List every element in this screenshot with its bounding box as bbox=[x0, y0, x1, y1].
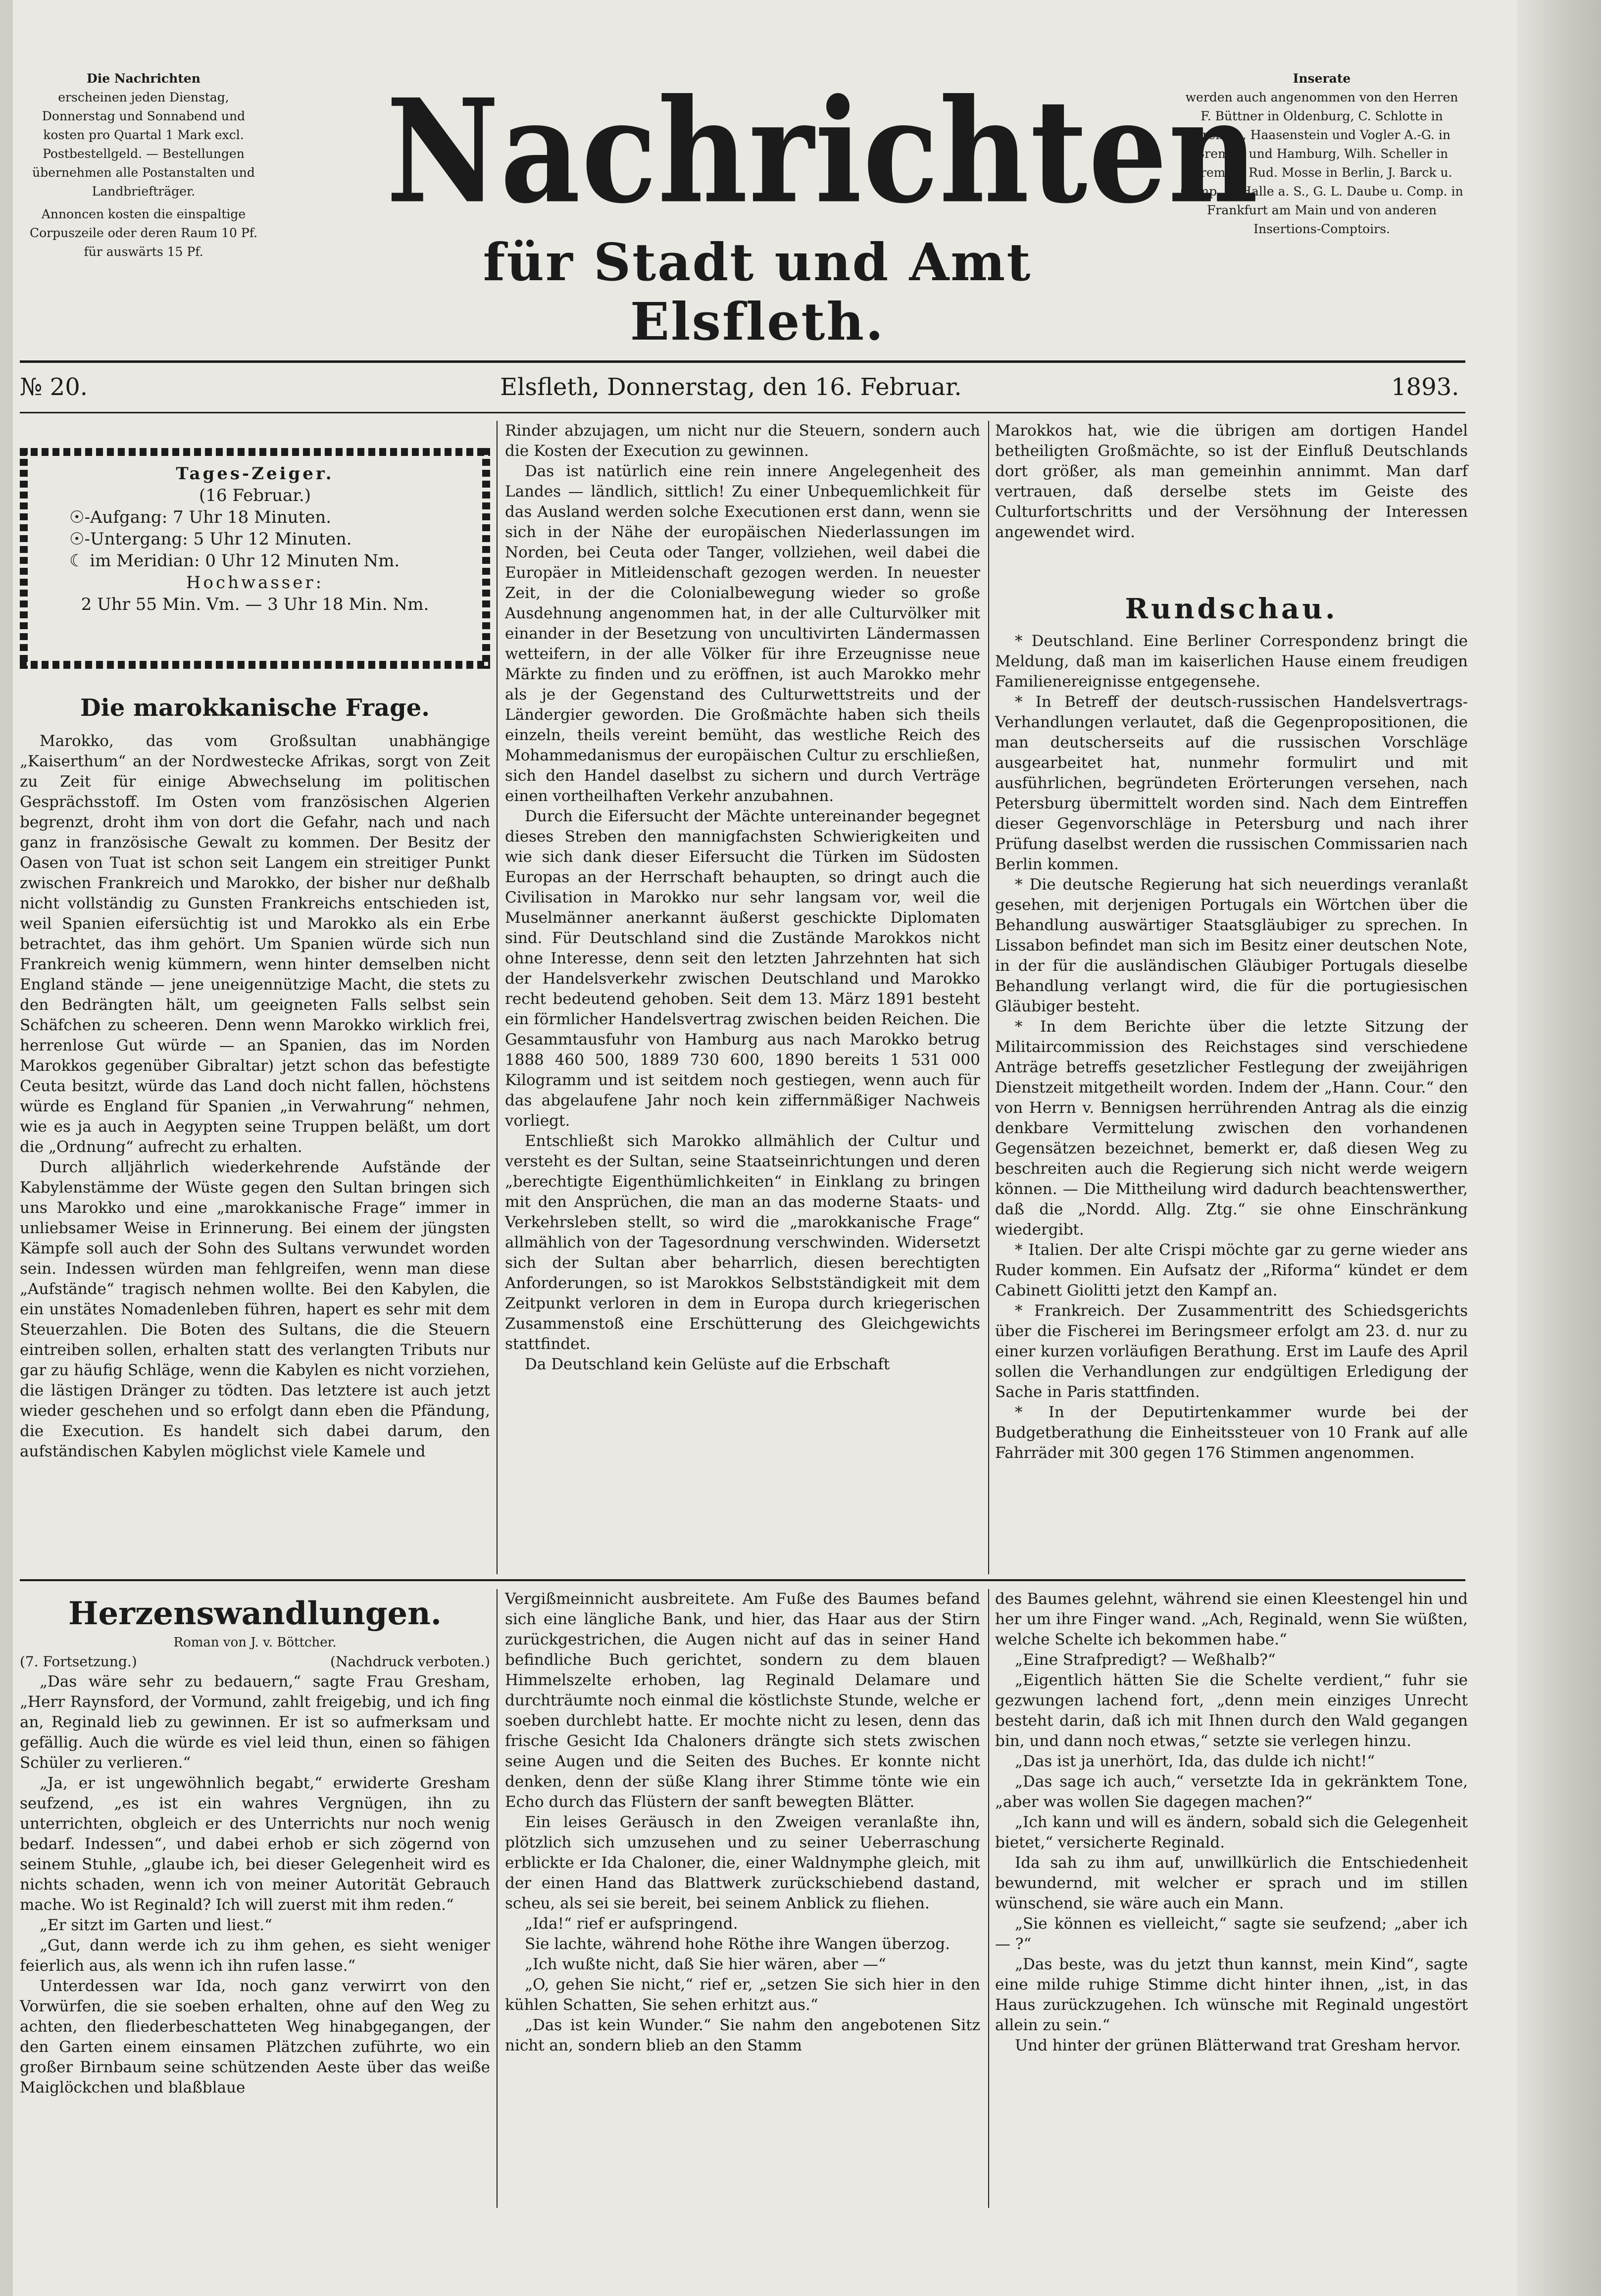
novel-paragraph: „Eigentlich hätten Sie die Schelte verdient,“ fuhr sie gezwungen lachend fort, „denn mein einziges Unrecht besteht darin, daß ich mit Ihnen durch den Wald gegangen bin, und dann noch etwas,“ setzte sie verlegen hinzu. bbox=[995, 1671, 1468, 1750]
issue-year: 1893. bbox=[1391, 373, 1459, 401]
novel-paragraph: „Ida!“ rief er aufspringend. bbox=[525, 1915, 738, 1933]
tageszeiger-box bbox=[35, 463, 475, 615]
article-marokko-col2 bbox=[505, 421, 980, 1375]
tageszeiger-title: Tages-Zeiger. bbox=[176, 464, 334, 484]
novel-installment: (7. Fortsetzung.) bbox=[20, 1653, 137, 1670]
moon-meridian-time: ☾ im Meridian: 0 Uhr 12 Minuten Nm. bbox=[69, 551, 400, 571]
subscription-notice-body: erscheinen jeden Dienstag, Donnerstag und Sonnabend und kosten pro Quartal 1 Mark excl. Postbestellgeld. — Bestellungen übernehmen alle Postanstalten und Landbriefträger. bbox=[32, 90, 255, 199]
newspaper-title: Nachrichten bbox=[386, 67, 1259, 235]
article-marokko-col3 bbox=[995, 421, 1468, 543]
article-paragraph: Entschließt sich Marokko allmählich der Cultur und versteht es der Sultan, seine Staatseinrichtungen und deren „berechtigte Eigenthümlichkeiten“ in Einklang zu bringen mit den Ansprüchen, die man an das moderne Staats- und Verkehrsleben stellt, so wird die „marokkanische Frage“ allmählich von der Tagesordnung verschwinden. Widersetzt sich der Sultan aber beharrlich, diesen berechtigten Anforderungen, so ist Marokkos Selbstständigkeit mit dem Zeitpunkt verloren in dem in Europa durch kriegerischen Zusammenstoß eine Erschütterung des Gleichgewichts stattfindet. bbox=[505, 1132, 980, 1353]
novel-col3 bbox=[995, 1589, 1468, 2056]
issue-place-date: Elsfleth, Donnerstag, den 16. Februar. bbox=[500, 373, 962, 401]
inserate-notice-body: werden auch angenommen von den Herren F. Büttner in Oldenburg, C. Schlotte in Bremen, Haasenstein und Vogler A.-G. in Bremen und Hamburg, Wilh. Scheller in Bremen, Rud. Mosse in Berlin, J. Barck u. Comp. in Halle a. S., G. L. Daube u. Comp. in Frankfurt am Main und von anderen Insertions-Comptoirs. bbox=[1180, 90, 1463, 236]
novel-paragraph: „Das wäre sehr zu bedauern,“ sagte Frau Gresham, „Herr Raynsford, der Vormund, zahlt freigebig, und ich fing an, Reginald lieb zu gewinnen. Er ist so aufmerksam und gefällig. Auch die würde es viel leid thun, einen so fähigen Schüler zu verlieren.“ bbox=[20, 1673, 490, 1772]
novel-paragraph: Vergißmeinnicht ausbreitete. Am Fuße des Baumes befand sich eine längliche Bank, und hier, das Haar aus der Stirn zurückgestrichen, die Augen nicht auf das in seiner Hand befindliche Buch gerichtet, sondern zu dem blauen Himmelszelte erhoben, lag Reginald Delamare und durchträumte noch einmal die köstlichste Stunde, welche er soeben durchlebt hatte. Er mochte nicht zu lesen, denn das frische Gesicht Ida Chaloners drängte sich stets zwischen seine Augen und die Seiten des Buches. Er konnte nicht denken, denn der süße Klang ihrer Stimme tönte wie ein Echo durch das Flüstern der sanft bewegten Blätter. bbox=[505, 1590, 980, 1811]
tageszeiger-border-left bbox=[20, 448, 28, 669]
news-item: * In der Deputirtenkammer wurde bei der Budgetberathung die Einheitssteuer von 10 Frank auf alle Fahrräder mit 300 gegen 176 Stimmen angenommen. bbox=[995, 1403, 1468, 1462]
masthead-rule bbox=[20, 360, 1465, 363]
novel-reprint-notice: (Nachdruck verboten.) bbox=[330, 1653, 490, 1670]
article-paragraph: Marokkos hat, wie die übrigen am dortigen Handel betheiligten Großmächte, so ist der Einfluß Deutschlands dort größer, als man gemeinhin annimmt. Man darf vertrauen, daß derselbe stets im Geiste des Culturfortschritts und der Versöhnung der Interessen angewendet wird. bbox=[995, 422, 1468, 541]
novel-paragraph: des Baumes gelehnt, während sie einen Kleestengel hin und her um ihre Finger wand. „Ach, Reginald, wenn Sie wüßten, welche Schelte ich bekommen habe.“ bbox=[995, 1590, 1468, 1648]
article-marokko-title: Die marokkanische Frage. bbox=[80, 694, 430, 722]
novel-paragraph: Unterdessen war Ida, noch ganz verwirrt von den Vorwürfen, die sie soeben erhalten, ohne auf den Weg zu achten, den fliederbeschatteten Weg hinabgegangen, der den Garten einem einsamen Plätzchen zuführte, wo ein großer Birnbaum seine schützenden Aeste über das weiße Maiglöckchen und blaßblaue bbox=[20, 1977, 490, 2096]
subscription-notice-title: Die Nachrichten bbox=[87, 71, 200, 86]
inserate-notice bbox=[1178, 69, 1465, 239]
feuilleton-rule bbox=[20, 1579, 1465, 1581]
rundschau-section bbox=[995, 592, 1468, 1463]
tageszeiger-border-top bbox=[20, 448, 490, 456]
column-rule-2 bbox=[988, 421, 989, 1574]
column-rule-3 bbox=[497, 1589, 498, 2208]
news-item: * Italien. Der alte Crispi möchte gar zu gerne wieder ans Ruder kommen. Ein Aufsatz der „Riforma“ kündet er dem Cabinett Giolitti jetzt den Kampf an. bbox=[995, 1241, 1468, 1299]
sunset-time: ☉-Untergang: 5 Uhr 12 Minuten. bbox=[69, 529, 352, 549]
annoncen-price-notice: Annoncen kosten die einspaltige Corpuszeile oder deren Raum 10 Pf. für auswärts 15 Pf. bbox=[29, 207, 258, 259]
novel-paragraph: „Er sitzt im Garten und liest.“ bbox=[40, 1916, 273, 1934]
novel-meta bbox=[20, 1651, 490, 1672]
article-paragraph: Durch die Eifersucht der Mächte untereinander begegnet dieses Streben den mannigfachsten Schwierigkeiten und wie sich dank dieser Eifersucht die Türken im Südosten Europas an der Herrschaft behaupten, so dringt auch die Civilisation in Marokko nur sehr langsam vor, weil die Muselmänner anerkannt äußerst geschickte Diplomaten sind. Für Deutschland sind die Zustände Marokkos nicht ohne Interesse, denn seit den letzten Jahrzehnten hat sich der Handelsverkehr zwischen Deutschland und Marokko recht bedeutend gehoben. Seit dem 13. März 1891 besteht ein förmlicher Handelsvertrag zwischen beiden Reichen. Die Gesammtausfuhr von Hamburg aus nach Marokko betrug 1888 460 500, 1889 730 600, 1890 bereits 1 531 000 Kilogramm und ist seitdem noch gestiegen, wenn auch für das abgelaufene Jahr noch kein ziffernmäßiger Nachweis vorliegt. bbox=[505, 807, 980, 1130]
tide-times: 2 Uhr 55 Min. Vm. — 3 Uhr 18 Min. Nm. bbox=[81, 595, 429, 614]
news-item: * Deutschland. Eine Berliner Correspondenz bringt die Meldung, daß man im kaiserlichen Hause einem freudigen Familienereignisse entgegensehe. bbox=[995, 632, 1468, 691]
column-rule-4 bbox=[988, 1589, 989, 2208]
article-paragraph: Durch alljährlich wiederkehrende Aufstände der Kabylenstämme der Wüste gegen den Sultan bringen sich uns Marokko und eine „marokkanische Frage“ immer in unliebsamer Weise in Erinnerung. Bei einem der jüngsten Kämpfe soll auch der Sohn des Sultans verwundet worden sein. Indessen würden man fehlgreifen, wenn man diese „Aufstände“ tragisch nehmen wollte. Bei den Kabylen, die ein unstätes Nomadenleben führen, hapert es sehr mit dem Steuerzahlen. Die Boten des Sultans, die die Steuern eintreiben sollen, erhalten statt des verlangten Tributs nur gar zu häufig Schläge, wenn die Kabylen es nicht vorziehen, die lästigen Dränger zu tödten. Das letztere ist auch jetzt wieder geschehen und so erfolgt dann eben die Pfändung, die Execution. Es handelt sich dabei darum, den aufständischen Kabylen möglichst viele Kamele und bbox=[20, 1158, 490, 1460]
novel-paragraph: „Gut, dann werde ich zu ihm gehen, es sieht weniger feierlich aus, als wenn ich ihn rufen lasse.“ bbox=[20, 1937, 490, 1975]
article-paragraph: Da Deutschland kein Gelüste auf die Erbschaft bbox=[525, 1355, 890, 1373]
novel-title: Herzenswandlungen. bbox=[68, 1595, 442, 1632]
article-paragraph: Das ist natürlich eine rein innere Angelegenheit des Landes — ländlich, sittlich! Zu einer Unbequemlichkeit für das Ausland werden solche Executionen erst dann, wenn sie sich in der Nähe der europäischen Niederlassungen im Norden, bei Ceuta oder Tanger, vollziehen, weil dabei die Europäer in Mitleidenschaft gezogen werden. In neuester Zeit, in der die Colonialbewegung wieder so große Ausdehnung angenommen hat, in der alle Culturvölker mit einander in der Besetzung von uncultivirten Ländermassen wetteifern, in der alle Völker für ihre Erzeugnisse neue Märkte zu finden und zu eröffnen, ist auch Marokko mehr als je der Gegenstand des Culturwettstreits und der Ländergier geworden. Die Großmächte haben sich theils einzeln, theils vereint bemüht, das westliche Reich des Mohammedanismus der europäischen Cultur zu erschließen, sich den Handel daselbst zu sichern und durch Verträge einen vortheilhaften Verkehr anzubahnen. bbox=[505, 462, 980, 805]
subscription-notice bbox=[20, 69, 267, 261]
novel-paragraph: „O, gehen Sie nicht,“ rief er, „setzen Sie sich hier in den kühlen Schatten, Sie sehen erhitzt aus.“ bbox=[505, 1976, 980, 2014]
dateline-rule bbox=[20, 412, 1465, 413]
novel-paragraph: Und hinter der grünen Blätterwand trat Gresham hervor. bbox=[1015, 2037, 1461, 2054]
sunrise-time: ☉-Aufgang: 7 Uhr 18 Minuten. bbox=[69, 507, 332, 527]
novel-paragraph: „Das ist kein Wunder.“ Sie nahm den angebotenen Sitz nicht an, sondern blieb an den Stamm bbox=[505, 2016, 980, 2054]
novel-paragraph: „Ja, er ist ungewöhnlich begabt,“ erwiderte Gresham seufzend, „es ist ein wahres Vergnügen, ihn zu unterrichten, obgleich er des Unterrichts nur noch wenig bedarf. Indessen“, und dabei erhob er sich zögernd von seinem Stuhle, „glaube ich, bei dieser Gelegenheit wird es nichts schaden, wenn ich von meiner Autorität Gebrauch mache. Wo ist Reginald? Ich will zuerst mit ihm reden.“ bbox=[20, 1774, 490, 1914]
novel-paragraph: Ein leises Geräusch in den Zweigen veranlaßte ihn, plötzlich sich umzusehen und zu seiner Ueberraschung erblickte er Ida Chaloner, die, einer Waldnymphe gleich, mit der einen Hand das Blattwerk zurückschiebend dastand, scheu, als sei sie bereit, bei seinem Anblick zu fliehen. bbox=[505, 1813, 980, 1912]
tageszeiger-border-right bbox=[482, 448, 490, 669]
issue-number: № 20. bbox=[20, 373, 88, 401]
tageszeiger-date: (16 Februar.) bbox=[199, 486, 311, 505]
masthead bbox=[386, 67, 1259, 352]
column-rule-1 bbox=[497, 421, 498, 1574]
novel-byline: Roman von J. v. Böttcher. bbox=[173, 1635, 337, 1650]
novel-paragraph: „Sie können es vielleicht,“ sagte sie seufzend; „aber ich — ?“ bbox=[995, 1915, 1468, 1953]
novel-paragraph: „Ich wußte nicht, daß Sie hier wären, aber —“ bbox=[525, 1955, 886, 1973]
article-paragraph: Rinder abzujagen, um nicht nur die Steuern, sondern auch die Kosten der Execution zu gewinnen. bbox=[505, 422, 980, 460]
novel-paragraph: „Das beste, was du jetzt thun kannst, mein Kind“, sagte eine milde ruhige Stimme dicht hinter ihnen, „ist, in das Haus zurückzugehen. Ich wünsche mit Reginald ungestört allein zu sein.“ bbox=[995, 1955, 1468, 2034]
novel-paragraph: Ida sah zu ihm auf, unwillkürlich die Entschiedenheit bewundernd, mit welcher er sprach und im stillen wünschend, sie wäre auch ein Mann. bbox=[995, 1854, 1468, 1912]
newspaper-subtitle: für Stadt und Amt Elsfleth. bbox=[483, 232, 1032, 352]
novel-col2 bbox=[505, 1589, 980, 2056]
novel-paragraph: Sie lachte, während hohe Röthe ihre Wangen überzog. bbox=[525, 1935, 951, 1953]
novel-col1 bbox=[20, 1594, 490, 2098]
article-paragraph: Marokko, das vom Großsultan unabhängige „Kaiserthum“ an der Nordwestecke Afrikas, sorgt von Zeit zu Zeit für einige Abwechselung im politischen Gesprächsstoff. Im Osten vom französischen Algerien begrenzt, droht ihm von dort die Gefahr, nach und nach ganz in französische Gewalt zu kommen. Der Besitz der Oasen von Tuat ist schon seit Langem ein streitiger Punkt zwischen Frankreich und Marokko, der bisher nur deßhalb nicht vollständig zu Gunsten Frankreichs entschieden ist, weil Spanien eifersüchtig ist und Marokko als ein Erbe betrachtet, das ihm gehört. Um Spanien würde sich nun Frankreich wenig kümmern, wenn hinter demselben nicht England stände — jene uneigennützige Macht, die stets zu den Bedrängten hält, um geeigneten Falls selbst sein Schäfchen zu scheeren. Denn wenn Marokko wirklich frei, herrenlose Gut würde — an Spanien, das im Norden Marokkos gegenüber Gibraltar) jetzt schon das befestigte Ceuta besitzt, würde das Land doch nicht fallen, höchstens würde es England für Spanien „in Verwahrung“ nehmen, wie es ja auch in Aegypten seine Truppen beläßt, um dort die „Ordnung“ aufrecht zu erhalten. bbox=[20, 732, 490, 1156]
tageszeiger-border-bottom bbox=[20, 661, 490, 669]
rundschau-title: Rundschau. bbox=[1125, 593, 1338, 625]
article-marokko-col1 bbox=[20, 691, 490, 1462]
news-item: * In Betreff der deutsch-russischen Handelsvertrags-Verhandlungen verlautet, daß die Gegenpropositionen, die man deutscherseits auf die russischen Vorschläge ausgearbeitet hat, nunmehr formulirt und mit ausführlichen, begründeten Erörterungen versehen, nach Petersburg übermittelt worden sind. Nach dem Eintreffen dieser Gegenvorschläge in Petersburg und nach ihrer Prüfung daselbst werden die russischen Commissarien nach Berlin kommen. bbox=[995, 693, 1468, 873]
news-item: * Die deutsche Regierung hat sich neuerdings veranlaßt gesehen, mit derjenigen Portugals ein Wörtchen über die Behandlung auswärtiger Staatsgläubiger zu sprechen. In Lissabon befindet man sich im Besitz einer deutschen Note, in der für die ausländischen Gläubiger Portugals dieselbe Behandlung verlangt wird, die für die portugiesischen Gläubiger besteht. bbox=[995, 876, 1468, 1015]
novel-paragraph: „Das ist ja unerhört, Ida, das dulde ich nicht!“ bbox=[1015, 1752, 1375, 1770]
novel-paragraph: „Eine Strafpredigt? — Weßhalb?“ bbox=[1015, 1651, 1276, 1669]
page-edge-right bbox=[1517, 0, 1601, 2296]
tide-title: Hochwasser: bbox=[186, 573, 324, 593]
inserate-notice-title: Inserate bbox=[1293, 71, 1351, 86]
news-item: * In dem Berichte über die letzte Sitzung der Militaircommission des Reichstages sind verschiedene Anträge betreffs gesetzlicher Festlegung der zweijährigen Dienstzeit mitgetheilt worden. Indem der „Hann. Cour.“ den von Herrn v. Bennigsen herrührenden Antrag als die einzig denkbare Vermittelung zwischen den vorhandenen Gegensätzen bezeichnet, bemerkt er, daß diesen Weg zu beschreiten auch die Regierung sich nicht werde weigern können. — Die Mittheilung wird dadurch beachtenswerther, daß die „Nordd. Allg. Ztg.“ sie ohne Einschränkung wiedergibt. bbox=[995, 1018, 1468, 1239]
page-edge-left bbox=[0, 0, 13, 2296]
novel-paragraph: „Das sage ich auch,“ versetzte Ida in gekränktem Tone, „aber was wollen Sie dagegen machen?“ bbox=[995, 1773, 1468, 1811]
novel-paragraph: „Ich kann und will es ändern, sobald sich die Gelegenheit bietet,“ versicherte Reginald. bbox=[995, 1813, 1468, 1851]
news-item: * Frankreich. Der Zusammentritt des Schiedsgerichts über die Fischerei im Beringsmeer erfolgt am 23. d. nur zu einer kurzen vorläufigen Berathung. Erst im Laufe des April sollen die Verhandlungen zur endgültigen Erledigung der Sache in Paris stattfinden. bbox=[995, 1302, 1468, 1401]
